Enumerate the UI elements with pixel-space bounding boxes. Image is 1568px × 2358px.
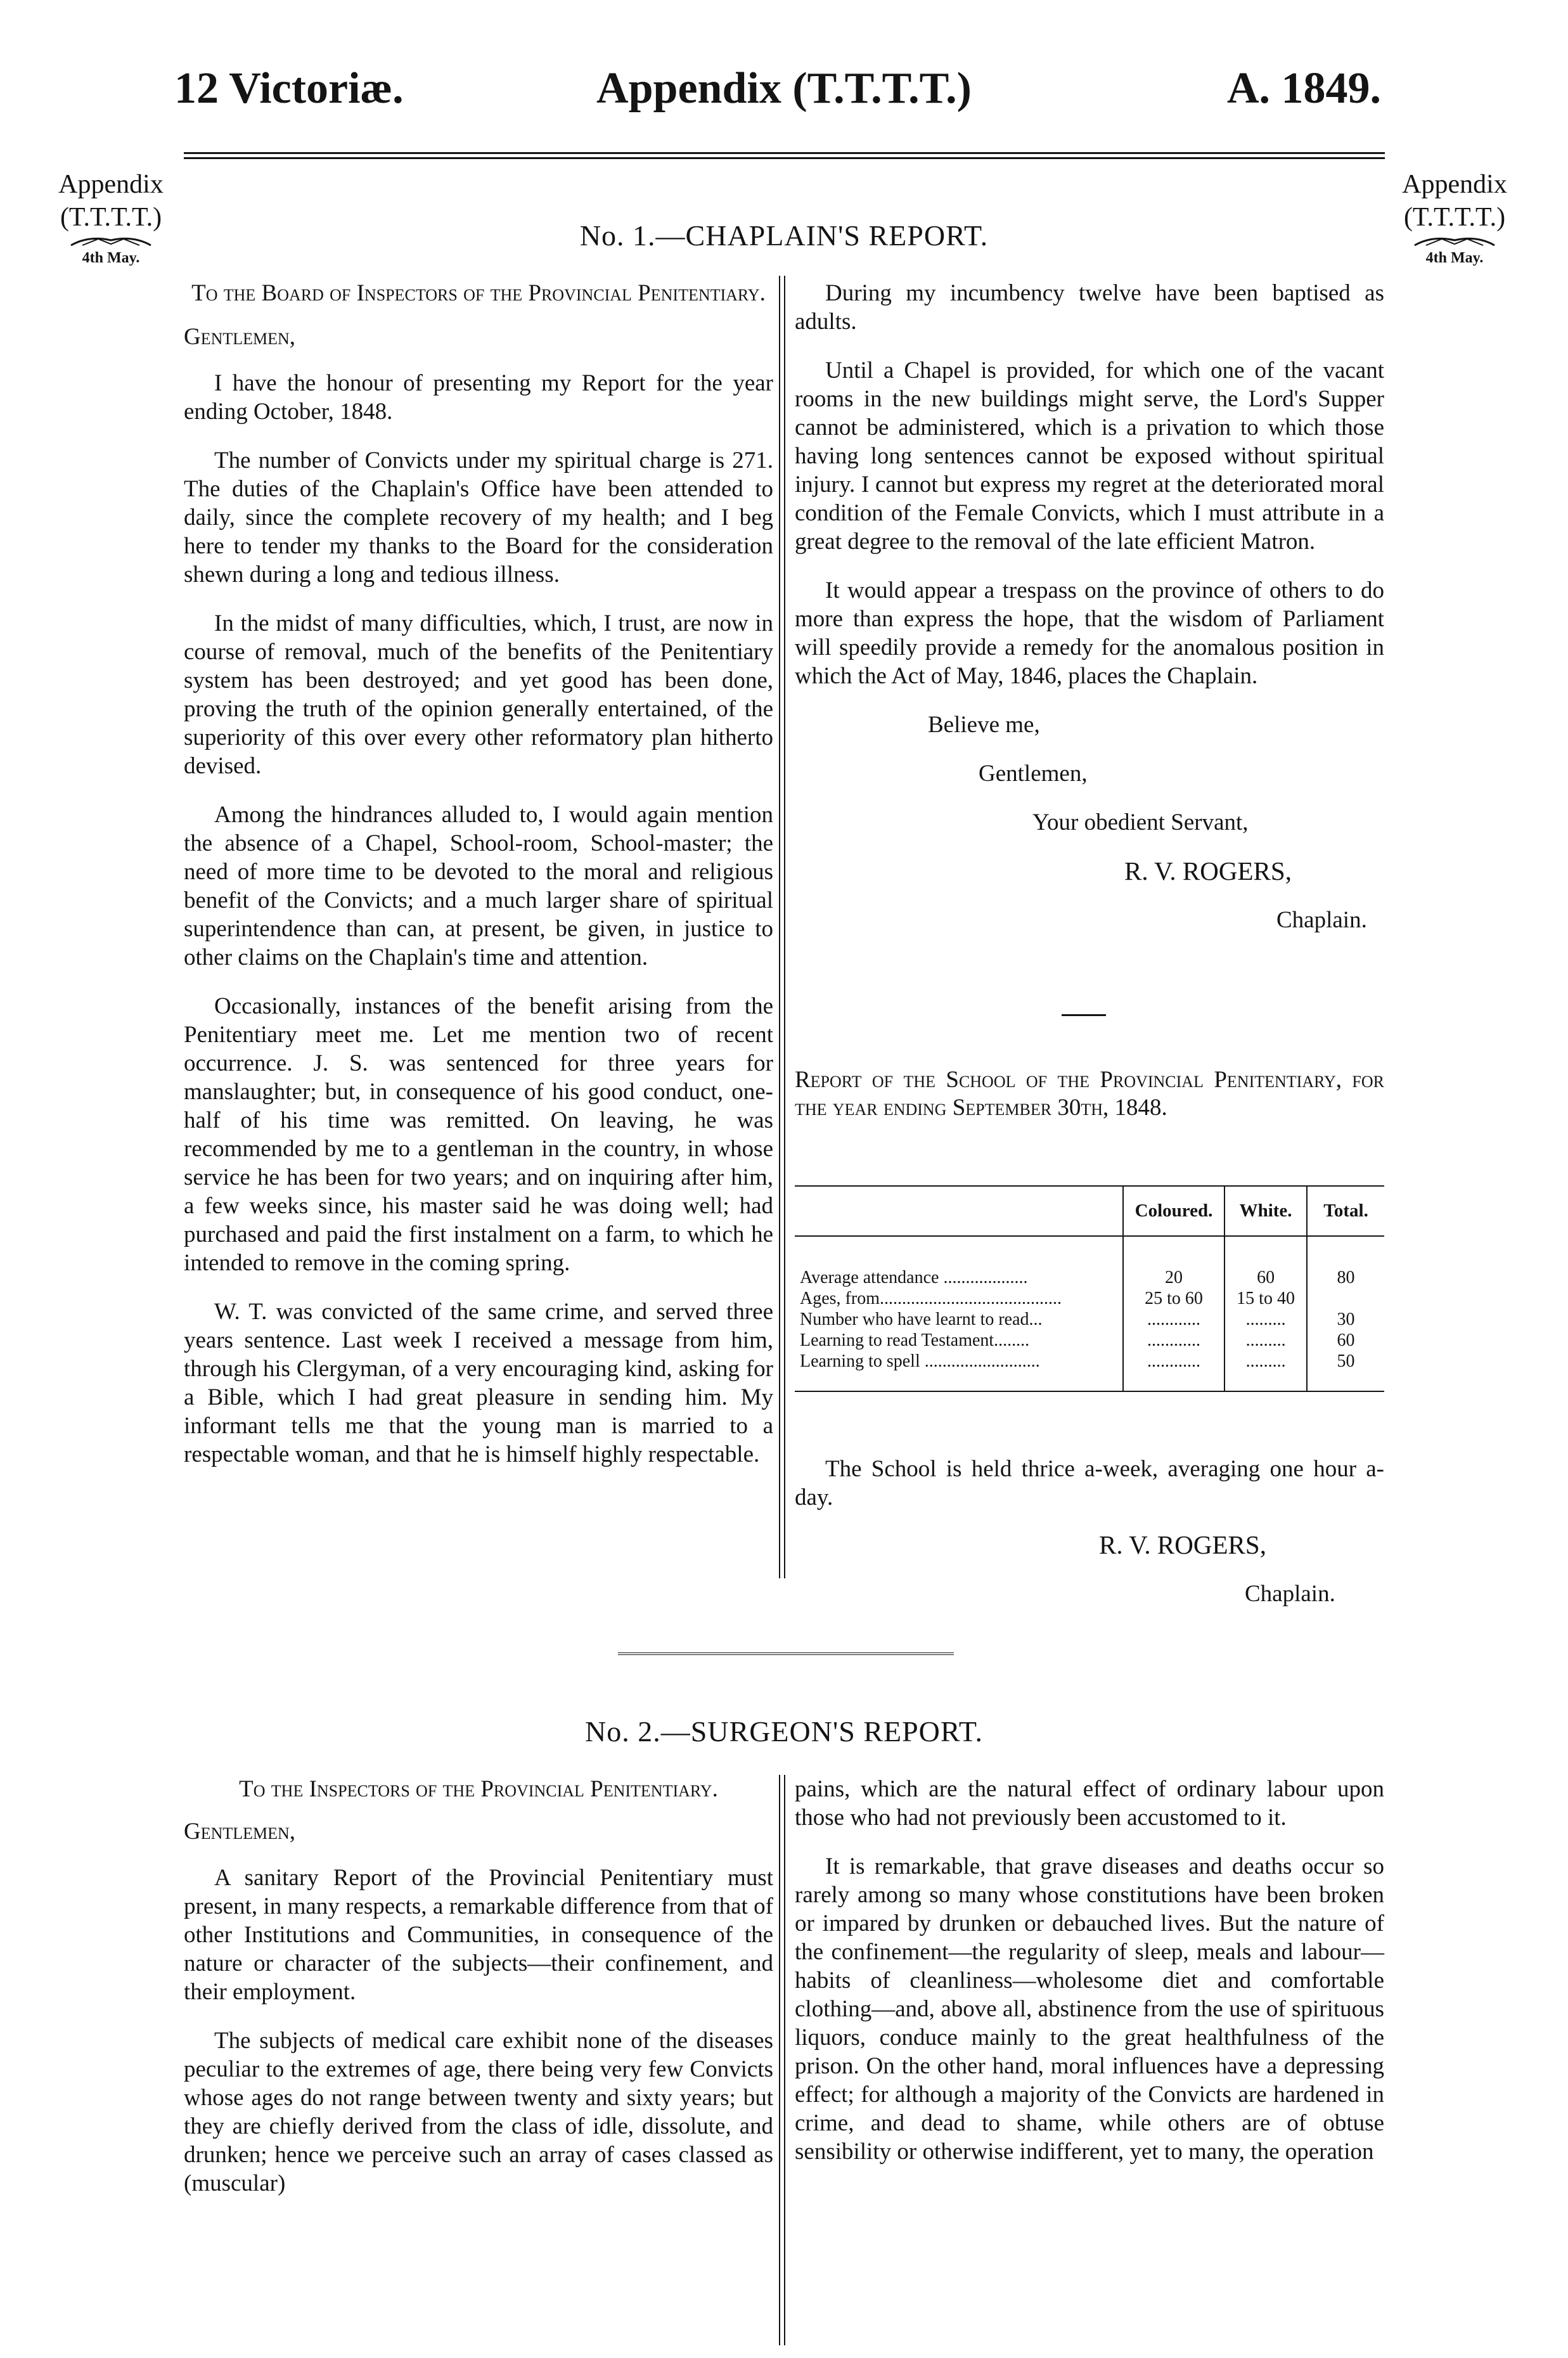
school-signature: R. V. ROGERS, <box>1099 1530 1266 1559</box>
column-divider <box>779 276 780 1578</box>
cell-total: 30 <box>1307 1309 1384 1330</box>
paragraph: pains, which are the natural effect of ordinary labour upon those who had not previously been accustomed to it. <box>795 1776 1384 1831</box>
margin-ref: (T.T.T.T.) <box>60 203 162 232</box>
column-header-white: White. <box>1224 1187 1307 1236</box>
paragraph: It is remarkable, that grave diseases and deaths occur so rarely among so many whose constitutions have been broken or impared by drunken or debauched lives. But the nature of the confinement—the regularity of sleep, meals and labour—habits of cleanliness—wholesome diet and comfortable clothing—and, above all, abstinence from the use of spirituous liquors, conduce mainly to the great healthfulness of the prison. On the other hand, moral influences have a depressing effect; for although a majority of the Convicts are hardened in crime, and dead to shame, while others are of obtuse sensibility or otherwise indifferent, yet to many, the operation <box>795 1853 1384 2165</box>
chaplain-left-column <box>184 279 773 1489</box>
chaplain-right-column <box>795 279 1384 955</box>
margin-date: 4th May. <box>1425 250 1484 266</box>
row-label: Average attendance ................... <box>800 1268 1028 1287</box>
cell-white: ......... <box>1224 1309 1307 1330</box>
closing-believe: Believe me, <box>928 712 1040 738</box>
margin-label: Appendix <box>1402 170 1507 199</box>
surgeon-address: To the Inspectors of the Provincial Penitentiary. <box>239 1776 718 1802</box>
chaplain-report-title: No. 1.—CHAPLAIN'S REPORT. <box>579 219 989 252</box>
table-row <box>795 1288 1384 1309</box>
school-report <box>795 1066 1384 1141</box>
header-rule-bottom <box>184 157 1385 159</box>
school-footer <box>795 1455 1384 1628</box>
row-label: Learning to read Testament........ <box>800 1330 1030 1350</box>
cell-white: 15 to 40 <box>1224 1288 1307 1309</box>
margin-label: Appendix <box>58 170 164 199</box>
paragraph: The subjects of medical care exhibit none of the diseases peculiar to the extremes of age, there being very few Convicts whose ages do not range between twenty and sixty years; but they are chiefly derived from the class of idle, dissolute, and drunken; hence we perceive such an array of cases classed as (muscular) <box>184 2028 773 2196</box>
cell-coloured: 20 <box>1123 1267 1224 1288</box>
paragraph: A sanitary Report of the Provincial Penitentiary must present, in many respects, a remarkable difference from that of other Institutions and Communities, in consequence of the nature or character of the subjects—their confinement, and their employment. <box>184 1865 773 2005</box>
cell-coloured: ............ <box>1123 1309 1224 1330</box>
header-rule-top <box>184 152 1385 154</box>
paragraph: Occasionally, instances of the benefit arising from the Penitentiary meet me. Let me mention two of recent occurrence. J. S. was sentenced for three years for manslaughter; but, in consequence of his good conduct, one-half of his time was remitted. On leaving, he was recommended by me to a gentleman in the country, in whose service he has been for two years; and on inquiring after him, a few weeks since, his master said he was doing well; had purchased and paid the first instalment on a farm, to which he intended to remove in the coming spring. <box>184 993 773 1276</box>
school-note: The School is held thrice a-week, averaging one hour a-day. <box>795 1456 1384 1511</box>
chaplain-position: Chaplain. <box>1276 907 1367 933</box>
margin-date: 4th May. <box>82 250 140 266</box>
header-year: A. 1849. <box>1226 64 1381 113</box>
school-position: Chaplain. <box>1245 1581 1335 1607</box>
paragraph: In the midst of many difficulties, which, I trust, are now in course of removal, much of the benefits of the Penitentiary system has been destroyed; and yet good has been done, proving the truth of the opinion generally entertained, of the superiority of this over every other reformatory plan hitherto devised. <box>184 610 773 779</box>
table-row <box>795 1267 1384 1288</box>
chaplain-signature: R. V. ROGERS, <box>1124 856 1292 886</box>
cell-coloured: ............ <box>1123 1330 1224 1351</box>
paragraph: During my incumbency twelve have been baptised as adults. <box>795 280 1384 335</box>
surgeon-right-column <box>795 1775 1384 2186</box>
cell-total: 80 <box>1307 1267 1384 1288</box>
header-appendix: Appendix (T.T.T.T.) <box>596 64 972 113</box>
table-row <box>795 1372 1384 1391</box>
cell-total: 60 <box>1307 1330 1384 1351</box>
salutation: Gentlemen, <box>184 324 296 350</box>
cell-total: 50 <box>1307 1351 1384 1372</box>
chaplain-address: To the Board of Inspectors of the Provincial Penitentiary. <box>191 280 766 306</box>
column-divider <box>784 276 785 1578</box>
table-row <box>795 1330 1384 1351</box>
margin-ref: (T.T.T.T.) <box>1403 203 1506 232</box>
table-row <box>795 1351 1384 1372</box>
salutation: Gentlemen, <box>184 1819 296 1845</box>
surgeon-left-column <box>184 1775 773 2218</box>
cell-white: ......... <box>1224 1351 1307 1372</box>
paragraph: W. T. was convicted of the same crime, and served three years sentence. Last week I received a message from him, through his Clergyman, of a very encouraging kind, asking for a Bible, which I had great pleasure in sending him. My informant tells me that the young man is married to a respectable woman, and that he is himself highly respectable. <box>184 1299 773 1467</box>
short-rule <box>1062 1014 1106 1016</box>
section-separator <box>618 1653 954 1655</box>
surgeon-report-title: No. 2.—SURGEON'S REPORT. <box>584 1715 984 1748</box>
closing-gentlemen: Gentlemen, <box>979 761 1088 787</box>
column-header-coloured: Coloured. <box>1123 1187 1224 1236</box>
table-header-blank <box>795 1187 1123 1236</box>
row-label: Number who have learnt to read... <box>800 1310 1043 1329</box>
cell-total <box>1307 1288 1384 1309</box>
paragraph: I have the honour of presenting my Report for the year ending October, 1848. <box>184 370 773 425</box>
row-label: Ages, from......................................... <box>800 1289 1062 1308</box>
column-divider <box>779 1775 780 2345</box>
column-divider <box>784 1775 785 2345</box>
cell-white: ......... <box>1224 1330 1307 1351</box>
cell-coloured: ............ <box>1123 1351 1224 1372</box>
paragraph: The number of Convicts under my spiritual charge is 271. The duties of the Chaplain's Office have been attended to daily, since the complete recovery of my health; and I beg here to tender my thanks to the Board for the consideration shewn during a long and tedious illness. <box>184 448 773 588</box>
cell-coloured: 25 to 60 <box>1123 1288 1224 1309</box>
cell-white: 60 <box>1224 1267 1307 1288</box>
school-table <box>795 1187 1384 1391</box>
column-header-total: Total. <box>1307 1187 1384 1236</box>
table-row <box>795 1309 1384 1330</box>
header-session: 12 Victoriæ. <box>174 64 404 113</box>
school-table-frame <box>795 1185 1384 1392</box>
paragraph: Until a Chapel is provided, for which one of the vacant rooms in the new buildings might serve, the Lord's Supper cannot be administered, which is a privation to which those having long sentences cannot be exposed without spiritual injury. I cannot but express my regret at the deteriorated moral condition of the Female Convicts, which I must attribute in a great degree to the removal of the late efficient Matron. <box>795 358 1384 555</box>
table-row <box>795 1236 1384 1267</box>
school-heading: Report of the School of the Provincial Penitentiary, for the year ending September 30th, 1848. <box>795 1067 1384 1121</box>
paragraph: It would appear a trespass on the province of others to do more than express the hope, that the wisdom of Parliament will speedily provide a remedy for the anomalous position in which the Act of May, 1846, places the Chaplain. <box>795 577 1384 689</box>
paragraph: Among the hindrances alluded to, I would again mention the absence of a Chapel, School-room, School-master; the need of more time to be devoted to the moral and religious benefit of the Convicts; and a much larger share of spiritual superintendence than can, at present, be given, in justice to other claims on the Chaplain's time and attention. <box>184 802 773 970</box>
row-label: Learning to spell .......................... <box>800 1351 1040 1371</box>
closing-servant: Your obedient Servant, <box>1032 809 1249 835</box>
